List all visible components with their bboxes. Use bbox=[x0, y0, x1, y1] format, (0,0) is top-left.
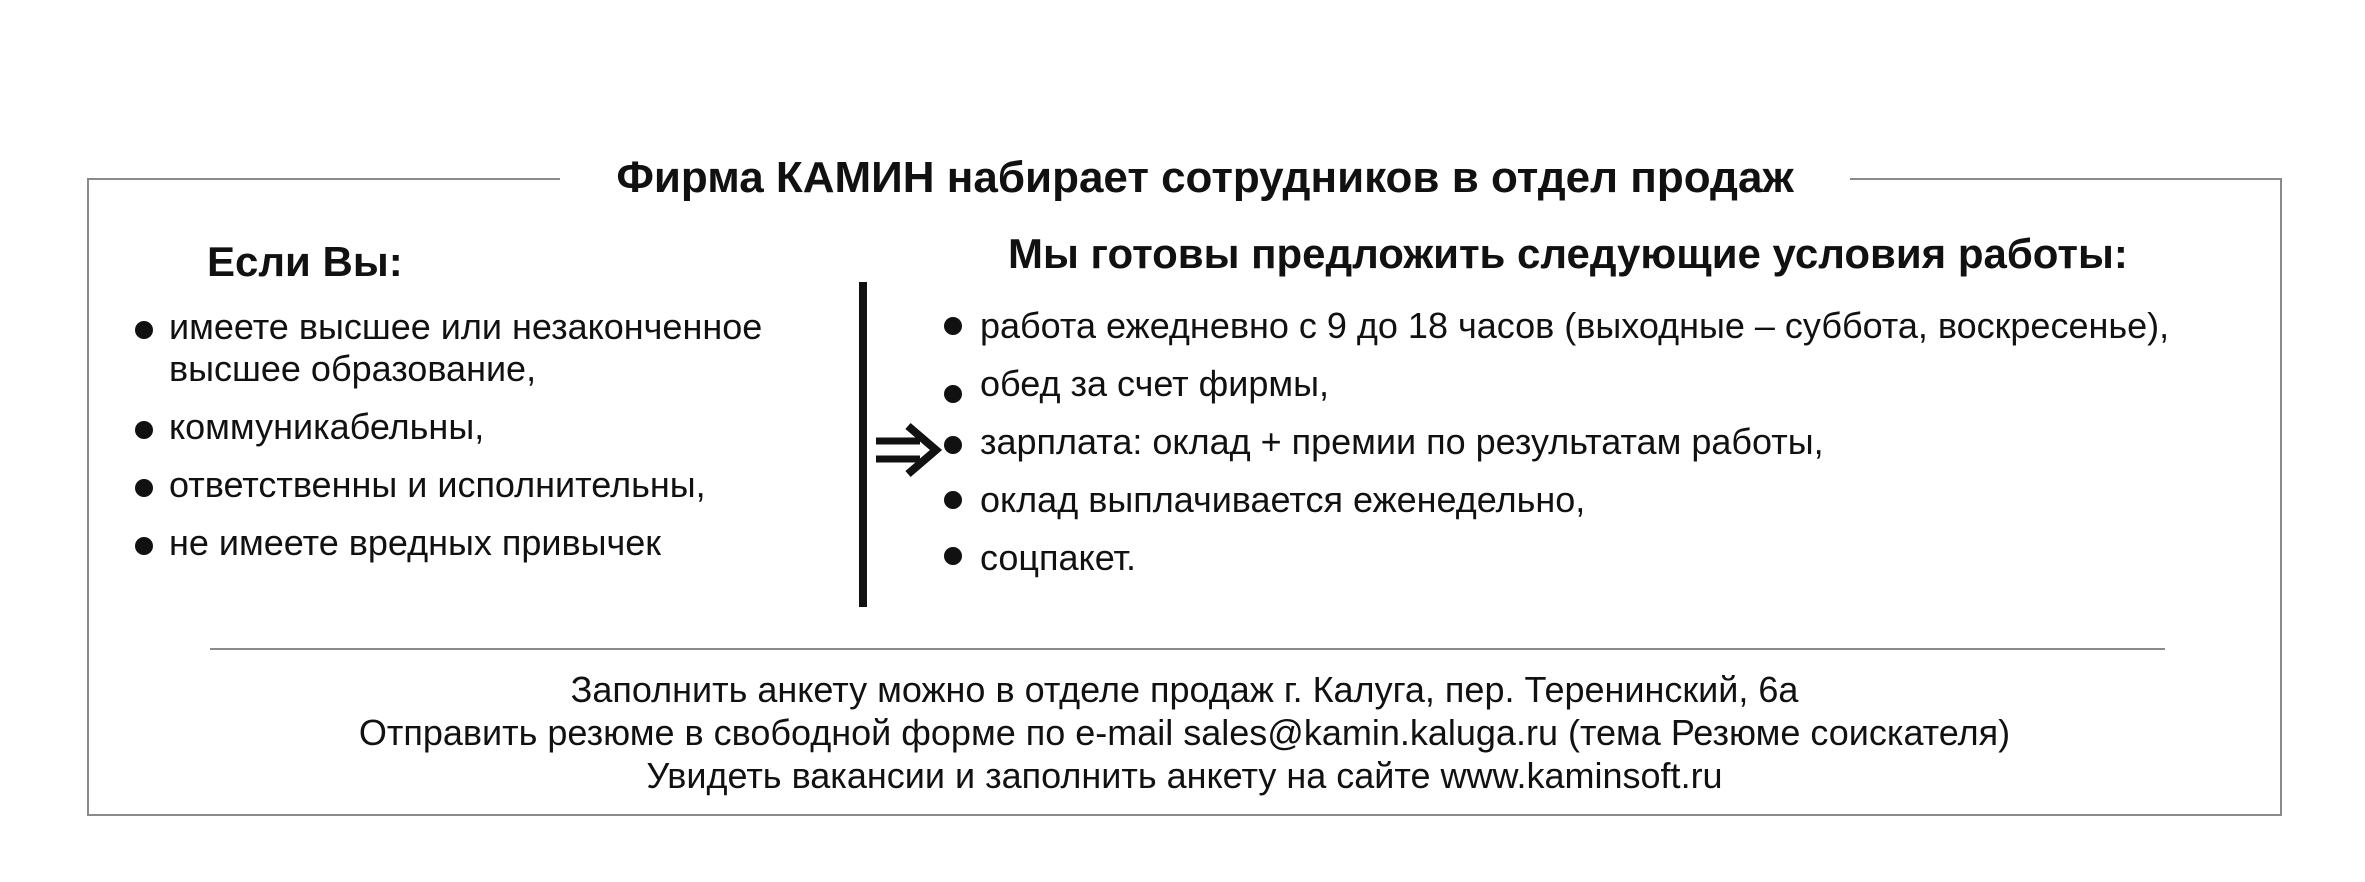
condition-text: обед за счет фирмы, bbox=[980, 363, 1330, 404]
list-item bbox=[135, 522, 762, 564]
bullet-icon bbox=[944, 491, 962, 509]
requirement-text: имеете высшее или незаконченное bbox=[169, 306, 763, 347]
list-item bbox=[944, 305, 2169, 363]
bullet-icon bbox=[944, 385, 962, 403]
list-item bbox=[135, 406, 762, 448]
bullet-icon bbox=[944, 317, 962, 335]
requirement-text-continued: высшее образование, bbox=[169, 348, 537, 389]
horizontal-divider bbox=[210, 648, 2165, 650]
condition-text: оклад выплачивается еженедельно, bbox=[980, 479, 1586, 520]
conditions-heading: Мы готовы предложить следующие условия работы: bbox=[1008, 230, 2128, 277]
list-item bbox=[944, 421, 2169, 479]
footer-email: Отправить резюме в свободной форме по e-mail sales@kamin.kaluga.ru (тема Резюме соискателя) bbox=[358, 712, 2011, 753]
condition-text: соцпакет. bbox=[980, 537, 1137, 578]
list-item bbox=[944, 537, 2169, 595]
requirements-heading: Если Вы: bbox=[207, 238, 403, 285]
requirements-list bbox=[135, 306, 762, 580]
bullet-icon bbox=[944, 436, 962, 454]
bullet-icon bbox=[135, 537, 153, 555]
double-right-arrow-icon bbox=[872, 422, 942, 478]
condition-text: зарплата: оклад + премии по результатам работы, bbox=[980, 421, 1824, 462]
conditions-list bbox=[944, 305, 2169, 595]
condition-text: работа ежедневно с 9 до 18 часов (выходные – суббота, воскресенье), bbox=[980, 305, 2170, 346]
list-item bbox=[135, 306, 762, 390]
requirement-text: коммуникабельны, bbox=[169, 406, 485, 447]
list-item bbox=[135, 464, 762, 506]
bullet-icon bbox=[135, 421, 153, 439]
footer-website: Увидеть вакансии и заполнить анкету на сайте www.kaminsoft.ru bbox=[646, 755, 1723, 796]
ad-title: Фирма КАМИН набирает сотрудников в отдел продаж bbox=[560, 150, 1850, 206]
bullet-icon bbox=[944, 547, 962, 565]
list-item bbox=[944, 363, 2169, 421]
bullet-icon bbox=[135, 479, 153, 497]
requirement-text: ответственны и исполнительны, bbox=[169, 464, 706, 505]
requirement-text: не имеете вредных привычек bbox=[169, 522, 662, 563]
contact-footer bbox=[87, 668, 2282, 797]
vertical-divider bbox=[859, 282, 867, 607]
bullet-icon bbox=[135, 321, 153, 339]
list-item bbox=[944, 479, 2169, 537]
footer-address: Заполнить анкету можно в отделе продаж г. Калуга, пер. Теренинский, 6а bbox=[570, 669, 1799, 710]
